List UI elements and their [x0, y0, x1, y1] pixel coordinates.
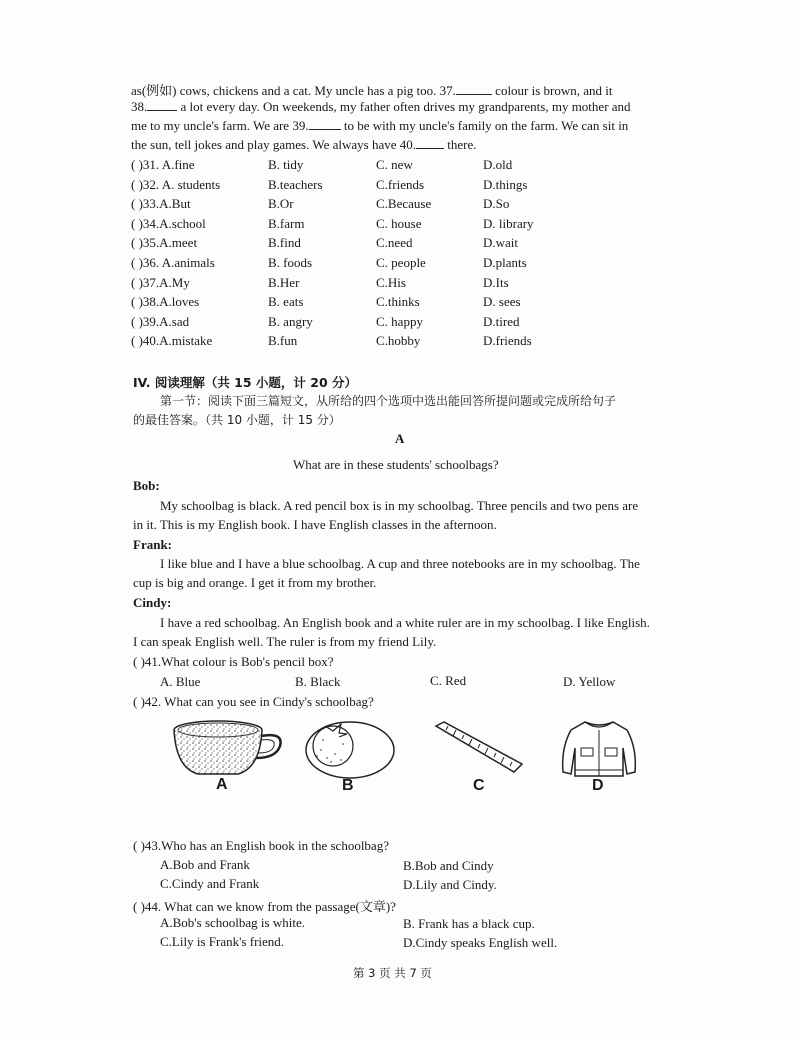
- option-row-37[interactable]: [131, 275, 671, 293]
- cloze-text: me to my uncle's farm. We are 39.: [131, 118, 309, 133]
- cloze-text: 38.: [131, 99, 148, 114]
- option-d: D.tired: [483, 313, 520, 329]
- cloze-line-4: [131, 137, 666, 153]
- section-instructions: 第一节：阅读下面三篇短文，从所给的四个选项中选出能回答所提问题或完成所给句子: [160, 394, 617, 408]
- option-row-35[interactable]: [131, 235, 671, 253]
- option-d: D.wait: [483, 235, 519, 251]
- option-row-38[interactable]: [131, 294, 671, 312]
- page-number: 第 3 页 共 7 页: [353, 966, 432, 980]
- option-a: ( )31. A.fine: [131, 157, 195, 172]
- q44-option-c[interactable]: C.Lily is Frank's friend.: [160, 934, 285, 949]
- option-d: D.friends: [483, 333, 532, 349]
- question-42: ( )42. What can you see in Cindy's schoolbag?: [133, 694, 374, 709]
- question-43: ( )43.Who has an English book in the schoolbag?: [133, 838, 389, 853]
- pic-label-c: C: [473, 777, 485, 794]
- blank-37: [456, 83, 492, 95]
- option-d: D. sees: [483, 294, 521, 310]
- option-b: B.Or: [268, 196, 294, 212]
- option-a: ( )38.A.loves: [131, 294, 200, 310]
- option-a: ( )34.A.school: [131, 215, 206, 231]
- option-b: B. foods: [268, 255, 313, 270]
- cloze-text: there.: [444, 137, 477, 152]
- option-c: C. house: [376, 215, 422, 231]
- option-c: C.friends: [376, 176, 425, 192]
- q43-option-c[interactable]: C.Cindy and Frank: [160, 876, 260, 891]
- cloze-text: colour is brown, and it: [491, 83, 613, 98]
- option-row-31[interactable]: [131, 157, 671, 175]
- option-row-32[interactable]: [131, 177, 671, 195]
- cloze-line-3: [131, 118, 666, 134]
- option-c: C. people: [376, 255, 426, 270]
- option-c: C.hobby: [376, 333, 421, 349]
- option-row-40[interactable]: [131, 333, 671, 351]
- speaker-bob: Bob:: [133, 478, 160, 493]
- question-41: ( )41.What colour is Bob's pencil box?: [133, 654, 334, 669]
- cloze-text: a lot every day. On weekends, my father often drives my grandparents, my mother and: [177, 99, 631, 114]
- option-b: B.fun: [268, 333, 298, 349]
- frank-text-cont: cup is big and orange. I get it from my brother.: [133, 575, 377, 590]
- option-a: ( )35.A.meet: [131, 235, 198, 251]
- q43-option-a[interactable]: A.Bob and Frank: [160, 857, 250, 872]
- q41-option-c[interactable]: C. Red: [430, 673, 467, 688]
- option-b: B. tidy: [268, 157, 304, 172]
- q44-option-d[interactable]: D.Cindy speaks English well.: [403, 935, 558, 950]
- cloze-line-2: [131, 99, 666, 115]
- q43-option-b[interactable]: B.Bob and Cindy: [403, 858, 494, 873]
- cloze-line-1: [131, 80, 666, 99]
- option-c: C.need: [376, 235, 413, 251]
- jacket-image[interactable]: [557, 718, 641, 780]
- blank-40: [416, 137, 444, 149]
- option-a: ( )37.A.My: [131, 274, 190, 290]
- section-title: IV. 阅读理解（共 15 小题，计 20 分）: [133, 375, 358, 390]
- option-c: C. new: [376, 157, 413, 172]
- option-b: B. angry: [268, 313, 313, 329]
- cloze-text: as(例如) cows, chickens and a cat. My uncle has a pig too. 37.: [131, 83, 456, 98]
- option-a: ( )40.A.mistake: [131, 333, 213, 349]
- option-c: C. happy: [376, 313, 423, 329]
- option-row-36[interactable]: [131, 255, 671, 273]
- blank-38: [147, 99, 177, 111]
- option-b: B.teachers: [268, 176, 323, 192]
- option-d: D.Its: [483, 274, 509, 290]
- bob-text-cont: in it. This is my English book. I have English classes in the afternoon.: [133, 517, 497, 532]
- option-c: C.His: [376, 274, 406, 290]
- option-d: D.old: [483, 157, 513, 172]
- cup-image[interactable]: [168, 718, 286, 780]
- option-a: ( )36. A.animals: [131, 255, 215, 270]
- option-row-39[interactable]: [131, 314, 671, 332]
- option-d: D.plants: [483, 255, 527, 270]
- option-row-34[interactable]: [131, 216, 671, 234]
- option-b: B. eats: [268, 294, 304, 310]
- option-b: B.find: [268, 235, 301, 251]
- pic-label-d: D: [592, 777, 604, 794]
- cloze-text: the sun, tell jokes and play games. We always have 40.: [131, 137, 417, 152]
- orange-image[interactable]: [303, 718, 397, 780]
- option-c: C.thinks: [376, 294, 420, 310]
- option-d: D. library: [483, 215, 534, 231]
- option-a: ( )39.A.sad: [131, 313, 190, 329]
- cindy-text-cont: I can speak English well. The ruler is from my friend Lily.: [133, 634, 437, 649]
- frank-text: I like blue and I have a blue schoolbag. A cup and three notebooks are in my schoolbag. The: [160, 556, 640, 571]
- option-d: D.So: [483, 196, 510, 212]
- speaker-frank: Frank:: [133, 537, 172, 552]
- cindy-text: I have a red schoolbag. An English book and a white ruler are in my schoolbag. I like English.: [160, 615, 650, 630]
- q41-option-a[interactable]: A. Blue: [160, 674, 201, 689]
- pic-label-b: B: [342, 777, 354, 794]
- option-c: C.Because: [376, 196, 432, 212]
- section-instructions-cont: 的最佳答案。（共 10 小题，计 15 分）: [133, 413, 341, 427]
- option-b: B.farm: [268, 215, 305, 231]
- option-a: ( )32. A. students: [131, 176, 221, 192]
- question-44: ( )44. What can we know from the passage(文章)?: [133, 899, 396, 914]
- passage-letter: A: [395, 431, 405, 446]
- q41-option-d[interactable]: D. Yellow: [563, 674, 616, 689]
- bob-text: My schoolbag is black. A red pencil box is in my schoolbag. Three pencils and two pens are: [160, 498, 639, 513]
- q44-option-a[interactable]: A.Bob's schoolbag is white.: [160, 915, 305, 930]
- option-d: D.things: [483, 176, 528, 192]
- q44-option-b[interactable]: B. Frank has a black cup.: [403, 916, 535, 931]
- speaker-cindy: Cindy:: [133, 595, 172, 610]
- passage-title: What are in these students' schoolbags?: [293, 457, 499, 472]
- ruler-image[interactable]: [432, 720, 526, 776]
- option-a: ( )33.A.But: [131, 196, 191, 212]
- option-b: B.Her: [268, 274, 300, 290]
- cloze-text: to be with my uncle's family on the farm. We can sit in: [340, 118, 629, 133]
- blank-39: [309, 118, 341, 130]
- q41-option-b[interactable]: B. Black: [295, 674, 341, 689]
- q43-option-d[interactable]: D.Lily and Cindy.: [403, 877, 497, 892]
- pic-label-a: A: [216, 776, 228, 793]
- option-row-33[interactable]: [131, 196, 671, 214]
